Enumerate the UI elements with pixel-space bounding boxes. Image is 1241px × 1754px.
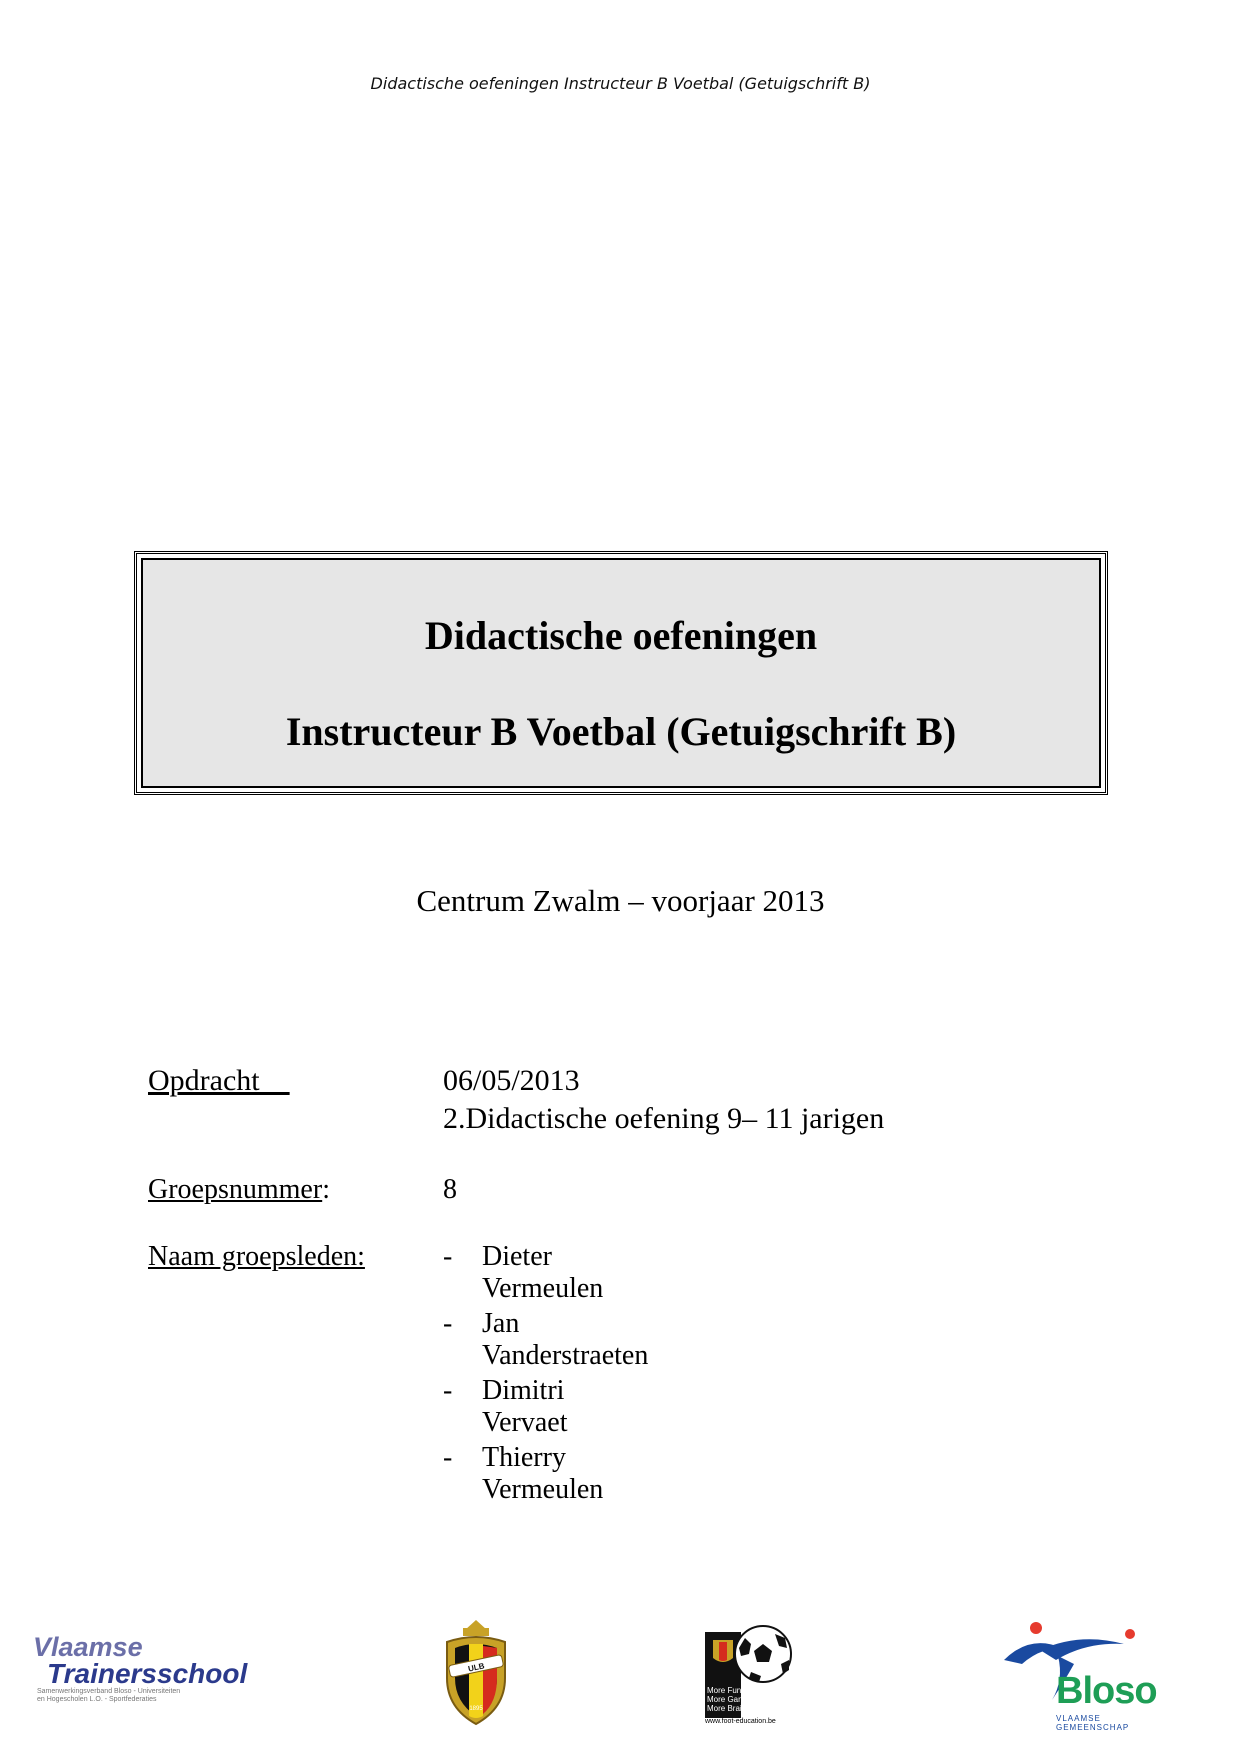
- document-title: Didactische oefeningen: [424, 613, 818, 658]
- list-dash: -: [443, 1442, 453, 1473]
- member-name: Jan Vanderstraeten: [482, 1308, 649, 1371]
- vts-logo-caption2: en Hogescholen L.O. - Sportfederaties: [37, 1696, 157, 1703]
- vts-logo-line2: Trainersschool: [47, 1658, 248, 1689]
- title-box: [134, 551, 1108, 795]
- footer-logos: [0, 1610, 1241, 1730]
- members-label: Naam groepsleden:: [148, 1241, 365, 1272]
- vts-logo-caption1: Samenwerkingsverband Bloso - Universiteiten: [37, 1688, 181, 1695]
- rbfa-ribbon-text: ULB: [467, 1661, 486, 1674]
- foot-education-logo: [705, 1624, 795, 1724]
- bloso-name: Bloso: [1056, 1670, 1157, 1712]
- document-subtitle: Instructeur B Voetbal (Getuigschrift B): [285, 709, 957, 754]
- bloso-subtitle: VLAAMSE GEMEENSCHAP: [1056, 1714, 1130, 1732]
- bloso-logo: [1000, 1620, 1170, 1730]
- slogan-line: More Brains: [707, 1704, 751, 1713]
- foot-education-url: www.foot-education.be: [705, 1718, 776, 1725]
- slogan-line: More Games: [707, 1695, 754, 1704]
- list-dash: -: [443, 1308, 453, 1339]
- member-name: Dimitri Vervaet: [482, 1375, 568, 1438]
- rbfa-year: 1895: [469, 1706, 483, 1712]
- group-label-wrap: [148, 1174, 330, 1206]
- foot-education-slogan: [705, 1686, 753, 1713]
- centre-and-season: Centrum Zwalm – voorjaar 2013: [416, 883, 825, 918]
- assignment-label: Opdracht: [148, 1064, 290, 1097]
- rbfa-crest-icon: [435, 1620, 517, 1730]
- running-header: Didactische oefeningen Instructeur B Voetbal (Getuigschrift B): [370, 74, 871, 93]
- slogan-line: More Fun: [707, 1686, 742, 1695]
- group-label: Groepsnummer: [148, 1174, 323, 1205]
- group-number: 8: [443, 1174, 457, 1205]
- list-dash: -: [443, 1241, 453, 1272]
- member-name: Dieter Vermeulen: [482, 1241, 604, 1304]
- member-name: Thierry Vermeulen: [482, 1442, 604, 1505]
- assignment-description: 2.Didactische oefening 9– 11 jarigen: [443, 1102, 885, 1135]
- list-dash: -: [443, 1375, 453, 1406]
- vlaamse-trainersschool-logo: [33, 1634, 253, 1704]
- group-label-colon: :: [322, 1174, 330, 1205]
- vts-logo-line1: Vlaamse: [33, 1632, 143, 1662]
- assignment-date: 06/05/2013: [443, 1064, 580, 1097]
- title-box-inner: [141, 558, 1101, 788]
